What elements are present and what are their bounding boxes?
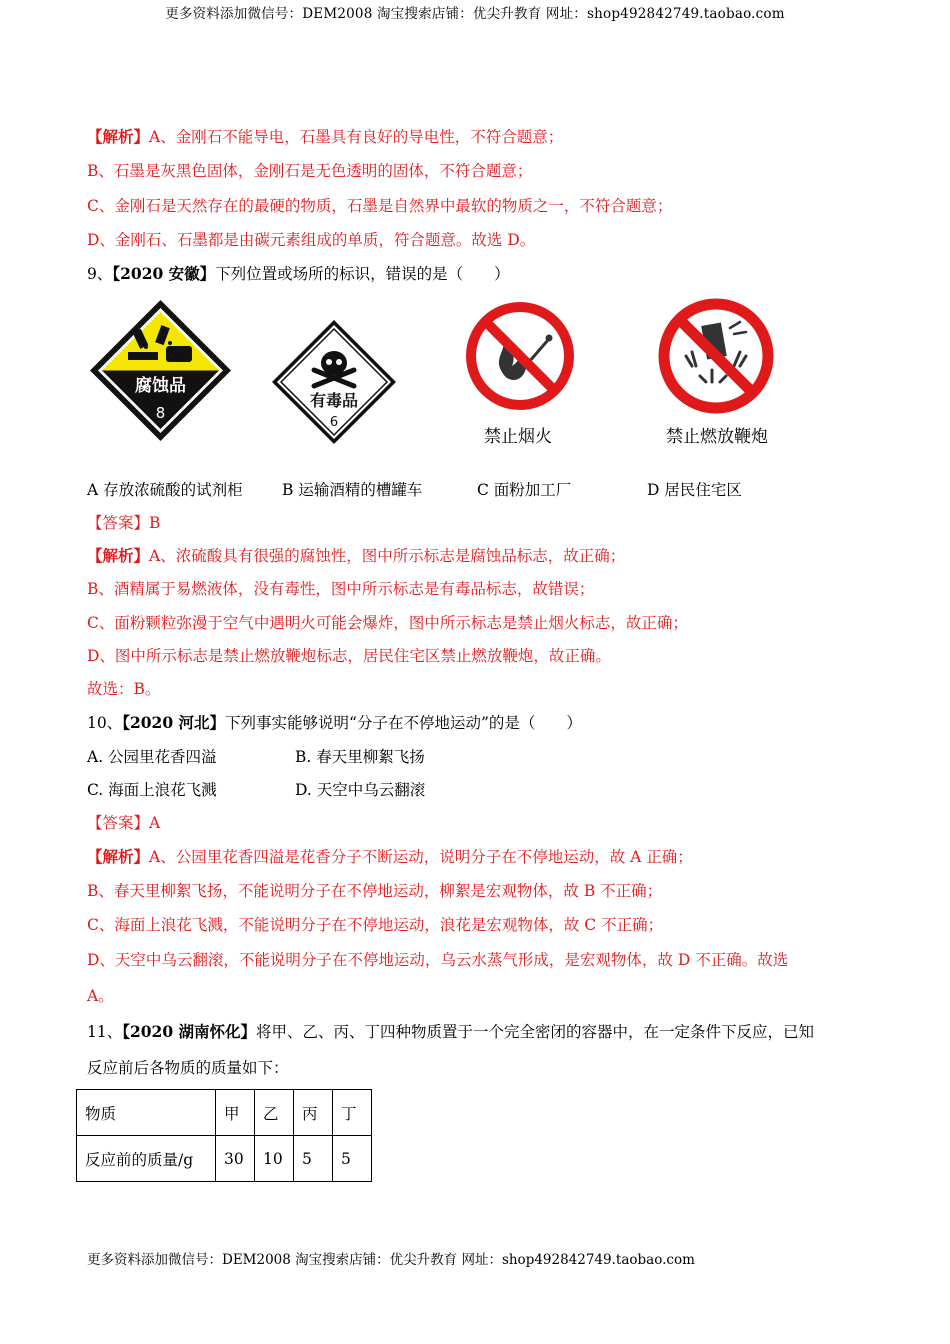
table-cell: 反应前的质量/g	[77, 1136, 216, 1182]
toxic-sign-text: 有毒品	[309, 391, 359, 410]
page-header: 更多资料添加微信号：DEM2008 淘宝搜索店铺：优尖升教育 网址：shop492842749.taobao.com	[165, 6, 785, 22]
q10-option-d: D. 天空中乌云翻滚	[295, 781, 426, 799]
q10-analysis-line-c: C、海面上浪花飞溅，不能说明分子在不停地运动，浪花是宏观物体，故 C 不正确；	[87, 916, 664, 934]
no-firecracker-sign-icon	[656, 296, 776, 416]
q10-option-a: A. 公园里花香四溢	[87, 748, 217, 766]
table-cell: 5	[333, 1136, 372, 1182]
q10-option-c: C. 海面上浪花飞溅	[87, 781, 217, 799]
table-cell: 丙	[294, 1090, 333, 1136]
corrosive-sign-text: 腐蚀品	[135, 376, 186, 396]
table-cell: 甲	[216, 1090, 255, 1136]
no-fire-sign-icon	[464, 300, 576, 412]
q10-option-b: B. 春天里柳絮飞扬	[295, 748, 425, 766]
table-cell: 物质	[77, 1090, 216, 1136]
q9-option-c: C 面粉加工厂	[477, 481, 572, 499]
toxic-sign-number: 6	[329, 415, 339, 430]
q9-option-a: A 存放浓硫酸的试剂柜	[87, 481, 243, 499]
q9-answer: 【答案】B	[87, 514, 161, 532]
q9-stem: 9、【2020 安徽】下列位置或场所的标识，错误的是（ ）	[87, 264, 510, 283]
no-fire-caption: 禁止烟火	[484, 427, 552, 447]
q11-stem-line-1: 11、【2020 湖南怀化】将甲、乙、丙、丁四种物质置于一个完全密闭的容器中，在一定条件下反应，已知	[87, 1022, 815, 1041]
page-footer: 更多资料添加微信号：DEM2008 淘宝搜索店铺：优尖升教育 网址：shop492842749.taobao.com	[87, 1252, 695, 1268]
table-cell: 10	[255, 1136, 294, 1182]
q9-analysis-line-a: 【解析】A、浓硫酸具有很强的腐蚀性，图中所示标志是腐蚀品标志，故正确；	[87, 546, 626, 565]
mass-table	[76, 1089, 372, 1182]
table-row	[77, 1090, 372, 1136]
q9-analysis-line-d: D、图中所示标志是禁止燃放鞭炮标志，居民住宅区禁止燃放鞭炮，故正确。	[87, 647, 611, 665]
table-cell: 乙	[255, 1090, 294, 1136]
analysis-tag: 【解析】	[87, 127, 150, 146]
q9-analysis-line-b: B、酒精属于易燃液体，没有毒性，图中所示标志是有毒品标志，故错误；	[87, 580, 595, 598]
q8-analysis-line-b: B、石墨是灰黑色固体，金刚石是无色透明的固体，不符合题意；	[87, 162, 533, 180]
q10-analysis-line-a: 【解析】A、公园里花香四溢是花香分子不断运动，说明分子在不停地运动，故 A 正确；	[87, 847, 693, 866]
q10-analysis-line-e: A。	[87, 987, 114, 1005]
table-cell: 30	[216, 1136, 255, 1182]
corrosive-sign-icon	[88, 298, 233, 443]
q9-option-d: D 居民住宅区	[647, 481, 742, 499]
toxic-sign-icon	[270, 318, 398, 446]
table-cell: 5	[294, 1136, 333, 1182]
q10-analysis-line-d: D、天空中乌云翻滚，不能说明分子在不停地运动，乌云水蒸气形成，是宏观物体，故 D 不正确。故选	[87, 951, 789, 969]
q10-analysis-line-b: B、春天里柳絮飞扬，不能说明分子在不停地运动，柳絮是宏观物体，故 B 不正确；	[87, 882, 663, 900]
q11-stem-line-2: 反应前后各物质的质量如下：	[87, 1059, 289, 1077]
q10-stem: 10、【2020 河北】下列事实能够说明“分子在不停地运动”的是（ ）	[87, 713, 582, 732]
q9-analysis-line-c: C、面粉颗粒弥漫于空气中遇明火可能会爆炸，图中所示标志是禁止烟火标志，故正确；	[87, 614, 688, 632]
table-cell: 丁	[333, 1090, 372, 1136]
corrosive-sign-number: 8	[155, 404, 166, 422]
q8-analysis-line-a: 【解析】A、金刚石不能导电，石墨具有良好的导电性，不符合题意；	[87, 127, 564, 146]
table-row	[77, 1136, 372, 1182]
no-firecracker-caption: 禁止燃放鞭炮	[666, 427, 768, 447]
q9-option-b: B 运输酒精的槽罐车	[282, 481, 423, 499]
q8-analysis-line-c: C、金刚石是天然存在的最硬的物质，石墨是自然界中最软的物质之一，不符合题意；	[87, 197, 673, 215]
q8-analysis-line-d: D、金刚石、石墨都是由碳元素组成的单质，符合题意。故选 D。	[87, 231, 536, 249]
q9-conclusion: 故选：B。	[87, 680, 161, 698]
q10-answer: 【答案】A	[87, 814, 161, 832]
